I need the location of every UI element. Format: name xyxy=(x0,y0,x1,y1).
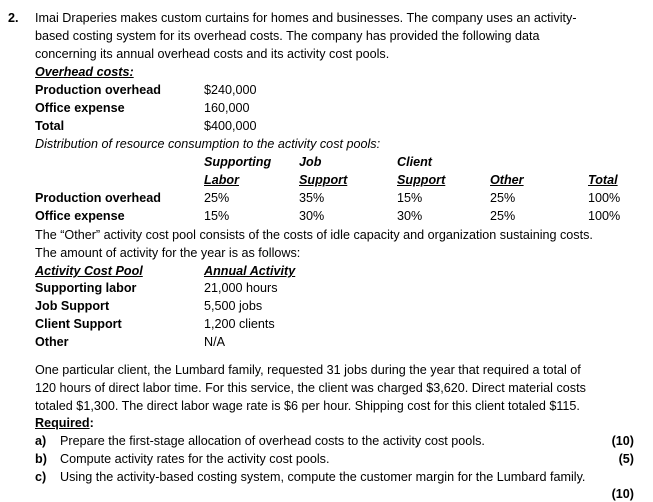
activity-pool: Job Support xyxy=(35,299,110,313)
activity-pool: Other xyxy=(35,335,69,349)
distribution-row-label: Production overhead xyxy=(35,191,161,205)
distribution-cell: 15% xyxy=(397,191,423,205)
overhead-value: $240,000 xyxy=(204,83,257,97)
intro-line-3: concerning its annual overhead costs and its activity cost pools. xyxy=(35,47,390,61)
column-header: Support xyxy=(397,173,446,187)
item-letter: a) xyxy=(35,434,47,448)
column-header: Other xyxy=(490,173,524,187)
activity-pool-header: Activity Cost Pool xyxy=(35,264,143,278)
intro-line-1: Imai Draperies makes custom curtains for homes and businesses. The company uses an activity- xyxy=(35,11,577,25)
distribution-cell: 25% xyxy=(204,191,230,205)
overhead-value: 160,000 xyxy=(204,101,250,115)
overhead-label: Production overhead xyxy=(35,83,161,97)
column-header: Support xyxy=(299,173,348,187)
item-marks: (10) xyxy=(611,487,634,501)
activity-annual: 1,200 clients xyxy=(204,317,275,331)
client-line-3: totaled $1,300. The direct labor wage rate is $6 per hour. Shipping cost for this client totaled $115. xyxy=(35,399,580,413)
distribution-row-label: Office expense xyxy=(35,209,125,223)
distribution-cell: 35% xyxy=(299,191,325,205)
required-heading xyxy=(35,415,94,431)
overhead-value: $400,000 xyxy=(204,119,257,133)
required-colon: : xyxy=(89,416,94,430)
column-header: Supporting xyxy=(204,155,272,169)
item-letter: b) xyxy=(35,452,47,466)
other-note-line-1: The “Other” activity cost pool consists of the costs of idle capacity and organization sustaining costs. xyxy=(35,228,593,242)
activity-annual: N/A xyxy=(204,335,225,349)
column-header: Client xyxy=(397,155,432,169)
required-heading-text: Required xyxy=(35,416,90,430)
overhead-label: Office expense xyxy=(35,101,125,115)
distribution-cell: 25% xyxy=(490,191,516,205)
activity-annual: 5,500 jobs xyxy=(204,299,263,313)
intro-line-2: based costing system for its overhead costs. The company has provided the following data xyxy=(35,29,540,43)
item-marks: (10) xyxy=(611,434,634,448)
overhead-label: Total xyxy=(35,119,65,133)
distribution-cell: 100% xyxy=(588,191,621,205)
item-text: Prepare the first-stage allocation of overhead costs to the activity cost pools. xyxy=(60,434,485,448)
activity-pool: Client Support xyxy=(35,317,122,331)
client-line-2: 120 hours of direct labor time. For this service, the client was charged $3,620. Direct material costs xyxy=(35,381,586,395)
column-header: Job xyxy=(299,155,322,169)
item-text: Using the activity-based costing system, compute the customer margin for the Lumbard family. xyxy=(60,470,586,484)
activity-annual: 21,000 hours xyxy=(204,281,278,295)
client-line-1: One particular client, the Lumbard family, requested 31 jobs during the year that required a total of xyxy=(35,363,581,377)
column-header: Total xyxy=(588,173,618,187)
distribution-cell: 30% xyxy=(397,209,423,223)
question-number: 2. xyxy=(8,11,19,25)
item-text: Compute activity rates for the activity cost pools. xyxy=(60,452,330,466)
item-letter: c) xyxy=(35,470,47,484)
other-note-line-2: The amount of activity for the year is as follows: xyxy=(35,246,301,260)
activity-pool: Supporting labor xyxy=(35,281,137,295)
distribution-cell: 100% xyxy=(588,209,621,223)
activity-annual-header: Annual Activity xyxy=(204,264,296,278)
distribution-heading: Distribution of resource consumption to the activity cost pools: xyxy=(35,137,381,151)
distribution-cell: 15% xyxy=(204,209,230,223)
column-header: Labor xyxy=(204,173,239,187)
distribution-cell: 30% xyxy=(299,209,325,223)
overhead-heading: Overhead costs: xyxy=(35,65,134,79)
distribution-cell: 25% xyxy=(490,209,516,223)
item-marks: (5) xyxy=(618,452,634,466)
